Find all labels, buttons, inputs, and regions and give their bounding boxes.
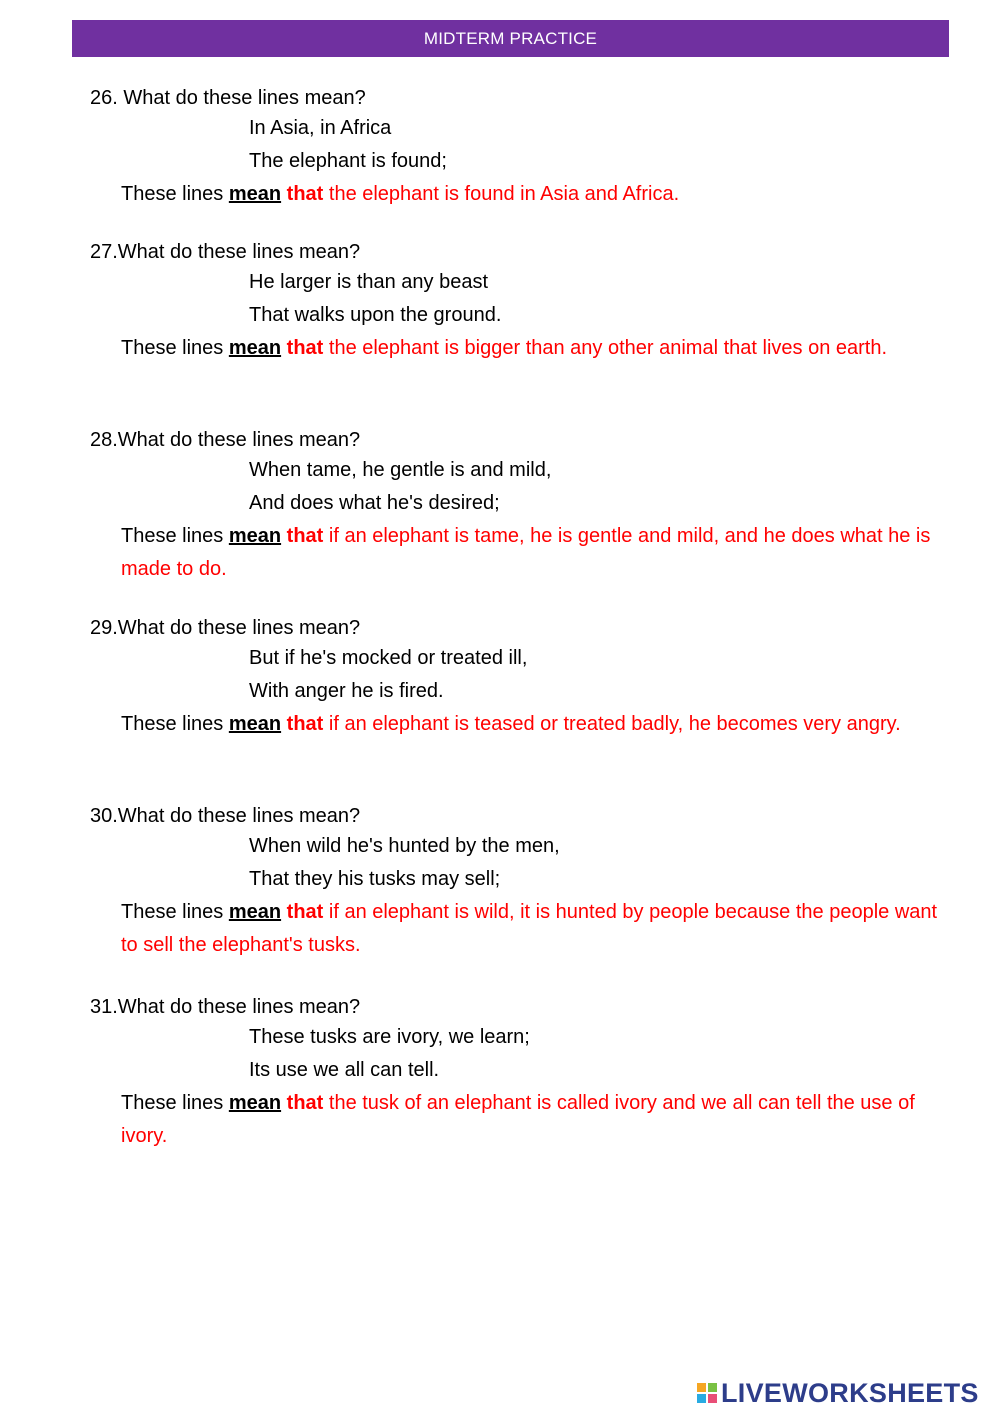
liveworksheets-logo [697,1378,979,1408]
answer-text: if an elephant is teased or treated badly, he becomes very angry. [323,713,901,735]
question-prompt: 26. What do these lines mean? [90,87,366,109]
answer-lead: These lines [121,337,229,359]
answer-text: if an elephant is wild, it is hunted by people because the people want to sell the elephant's tusks. [121,901,938,956]
answer-text: the elephant is found in Asia and Africa. [323,183,680,205]
question-prompt: 31.What do these lines mean? [90,996,361,1018]
verse-line: But if he's mocked or treated ill, [249,647,528,669]
verse-line: And does what he's desired; [249,492,500,514]
verse-line: The elephant is found; [249,150,447,172]
answer [121,1087,941,1153]
answer-mean: mean [228,713,282,735]
answer [121,708,941,741]
answer-lead: These lines [121,525,229,547]
answer-text: if an elephant is tame, he is gentle and mild, and he does what he is made to do. [121,525,931,580]
verse-line: Its use we all can tell. [249,1059,440,1081]
verse-line: He larger is than any beast [249,271,489,293]
answer-that: that [286,525,324,547]
answer-that: that [286,901,324,923]
answer-lead: These lines [121,1092,229,1114]
question-27 [90,240,950,365]
page-header: MIDTERM PRACTICE [72,20,949,57]
answer-mean: mean [228,1092,282,1114]
verse-line: With anger he is fired. [249,680,444,702]
verse-line: These tusks are ivory, we learn; [249,1026,530,1048]
answer-text: the tusk of an elephant is called ivory and we all can tell the use of ivory. [121,1092,915,1147]
verse-line: When tame, he gentle is and mild, [249,459,552,481]
question-26 [90,86,950,211]
question-29 [90,616,950,741]
answer-lead: These lines [121,713,229,735]
answer-that: that [286,713,324,735]
question-28 [90,428,950,586]
question-prompt: 29.What do these lines mean? [90,617,361,639]
question-30 [90,804,950,962]
verse-line: When wild he's hunted by the men, [249,835,560,857]
verse-line: That they his tusks may sell; [249,868,501,890]
answer-that: that [286,337,324,359]
question-31 [90,995,950,1153]
answer-that: that [286,183,324,205]
answer-mean: mean [228,183,282,205]
answer [121,896,941,962]
answer [121,178,941,211]
answer-lead: These lines [121,901,229,923]
answer-lead: These lines [121,183,229,205]
question-prompt: 30.What do these lines mean? [90,805,361,827]
verse-line: That walks upon the ground. [249,304,502,326]
answer-text: the elephant is bigger than any other animal that lives on earth. [323,337,888,359]
question-prompt: 27.What do these lines mean? [90,241,361,263]
verse-line: In Asia, in Africa [249,117,392,139]
answer-mean: mean [228,337,282,359]
answer-that: that [286,1092,324,1114]
answer [121,332,941,365]
answer [121,520,941,586]
question-prompt: 28.What do these lines mean? [90,429,361,451]
logo-mark-icon [697,1383,717,1403]
logo-text: LIVEWORKSHEETS [721,1378,979,1408]
answer-mean: mean [228,901,282,923]
answer-mean: mean [228,525,282,547]
